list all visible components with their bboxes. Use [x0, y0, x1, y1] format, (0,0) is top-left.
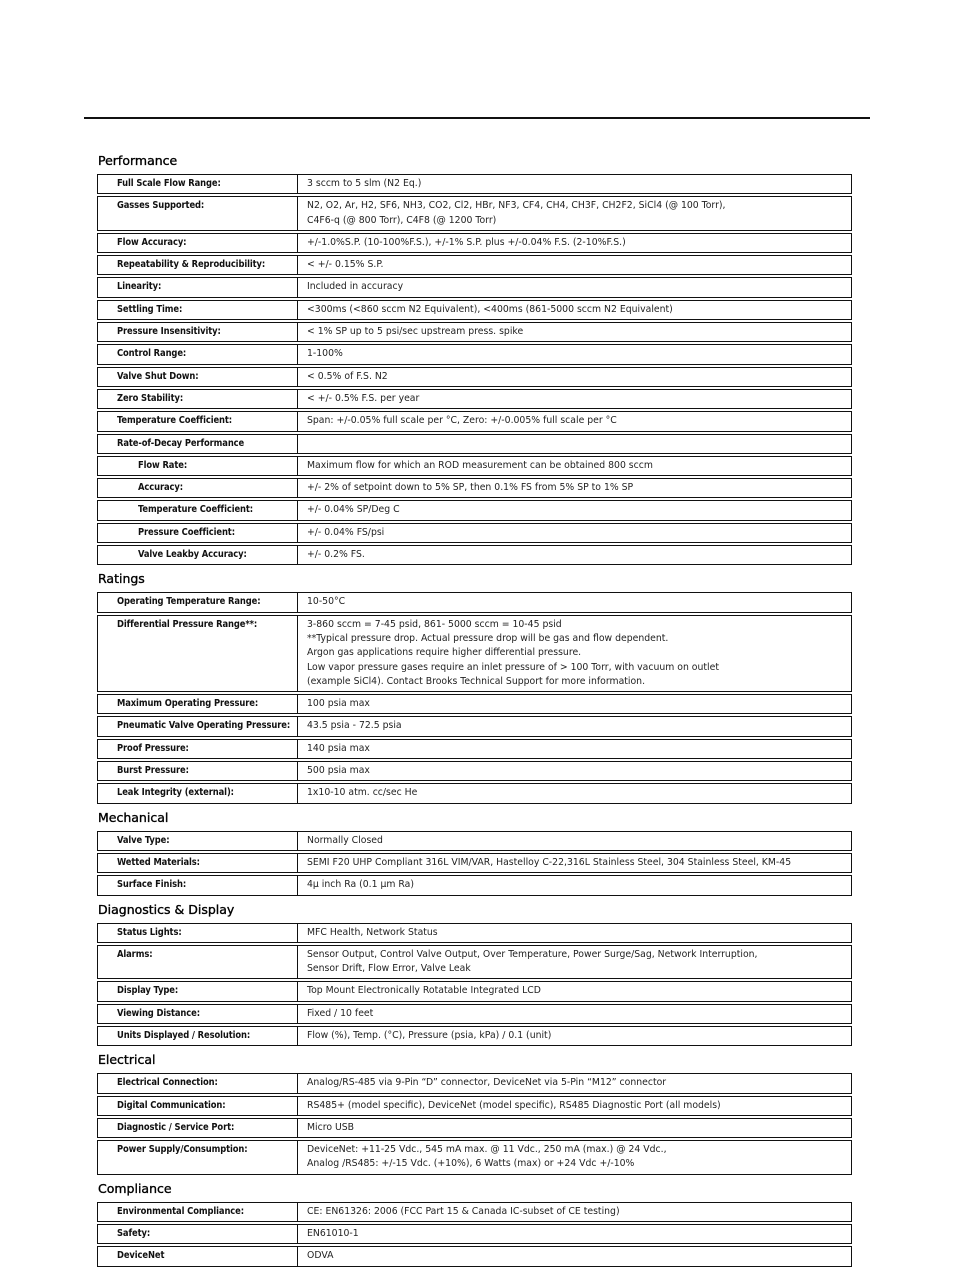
spec-value: Flow (%), Temp. (°C), Pressure (psia, kPa) / 0.1 (unit)	[297, 1026, 852, 1046]
spec-label: Pneumatic Valve Operating Pressure:	[97, 716, 297, 736]
spec-label: Valve Type:	[97, 831, 297, 851]
spec-label: Zero Stability:	[97, 389, 297, 409]
spec-row	[97, 923, 852, 943]
spec-value: 1x10-10 atm. cc/sec He	[297, 783, 852, 803]
section-title: Electrical	[98, 1052, 156, 1068]
spec-row	[97, 233, 852, 253]
spec-label: Safety:	[97, 1224, 297, 1244]
spec-row	[97, 344, 852, 364]
spec-label: Maximum Operating Pressure:	[97, 694, 297, 714]
spec-value: Fixed / 10 feet	[297, 1004, 852, 1024]
spec-value: +/- 0.04% FS/psi	[297, 523, 852, 543]
spec-value: Analog/RS-485 via 9-Pin “D” connector, DeviceNet via 5-Pin “M12” connector	[297, 1073, 852, 1093]
spec-label: Temperature Coefficient:	[97, 411, 297, 431]
spec-label: Display Type:	[97, 981, 297, 1001]
spec-label: Alarms:	[97, 945, 297, 980]
spec-value: SEMI F20 UHP Compliant 316L VIM/VAR, Hastelloy C-22,316L Stainless Steel, 304 Stainless Steel, KM-45	[297, 853, 852, 873]
spec-value: 4µ inch Ra (0.1 µm Ra)	[297, 875, 852, 895]
spec-value: Sensor Output, Control Valve Output, Over Temperature, Power Surge/Sag, Network Interruption, Sensor Drift, Flow Error, Valve Leak	[297, 945, 852, 980]
spec-value: Maximum flow for which an ROD measurement can be obtained 800 sccm	[297, 456, 852, 476]
spec-value: < 1% SP up to 5 psi/sec upstream press. spike	[297, 322, 852, 342]
spec-table	[97, 1200, 852, 1269]
spec-value: 10-50°C	[297, 592, 852, 612]
spec-label: Gasses Supported:	[97, 196, 297, 231]
section-title: Mechanical	[98, 809, 169, 825]
spec-row	[97, 716, 852, 736]
spec-label: Linearity:	[97, 277, 297, 297]
spec-value	[297, 434, 852, 454]
spec-label: DeviceNet	[97, 1246, 297, 1266]
spec-value: DeviceNet: +11-25 Vdc., 545 mA max. @ 11 Vdc., 250 mA (max.) @ 24 Vdc., Analog /RS485: +/-15 Vdc. (+10%), 6 Watts (max) or +24 Vdc +/-10%	[297, 1140, 852, 1175]
spec-row	[97, 196, 852, 231]
spec-label: Units Displayed / Resolution:	[97, 1026, 297, 1046]
spec-label: Viewing Distance:	[97, 1004, 297, 1024]
spec-table	[97, 1071, 852, 1176]
spec-label: Proof Pressure:	[97, 739, 297, 759]
spec-table	[97, 590, 852, 805]
spec-label: Temperature Coefficient:	[97, 500, 297, 520]
spec-label: Valve Shut Down:	[97, 367, 297, 387]
spec-value: Top Mount Electronically Rotatable Integrated LCD	[297, 981, 852, 1001]
spec-value: MFC Health, Network Status	[297, 923, 852, 943]
spec-label: Valve Leakby Accuracy:	[97, 545, 297, 565]
spec-value: <300ms (<860 sccm N2 Equivalent), <400ms (861-5000 sccm N2 Equivalent)	[297, 300, 852, 320]
spec-label: Power Supply/Consumption:	[97, 1140, 297, 1175]
spec-label: Status Lights:	[97, 923, 297, 943]
spec-row	[97, 1202, 852, 1222]
spec-row	[97, 1224, 852, 1244]
spec-row	[97, 694, 852, 714]
section-title: Diagnostics & Display	[98, 901, 235, 917]
spec-value: 43.5 psia - 72.5 psia	[297, 716, 852, 736]
spec-value: ODVA	[297, 1246, 852, 1266]
spec-label: Burst Pressure:	[97, 761, 297, 781]
spec-label: Settling Time:	[97, 300, 297, 320]
spec-label: Accuracy:	[97, 478, 297, 498]
spec-row	[97, 456, 852, 476]
spec-row	[97, 1096, 852, 1116]
spec-label: Control Range:	[97, 344, 297, 364]
spec-value: +/- 0.2% FS.	[297, 545, 852, 565]
spec-value: +/- 2% of setpoint down to 5% SP, then 0.1% FS from 5% SP to 1% SP	[297, 478, 852, 498]
spec-value: < 0.5% of F.S. N2	[297, 367, 852, 387]
spec-row	[97, 1140, 852, 1175]
spec-label: Differential Pressure Range**:	[97, 615, 297, 692]
spec-value: CE: EN61326: 2006 (FCC Part 15 & Canada IC-subset of CE testing)	[297, 1202, 852, 1222]
spec-value: +/-1.0%S.P. (10-100%F.S.), +/-1% S.P. plus +/-0.04% F.S. (2-10%F.S.)	[297, 233, 852, 253]
spec-label: Diagnostic / Service Port:	[97, 1118, 297, 1138]
spec-row	[97, 615, 852, 692]
spec-label: Electrical Connection:	[97, 1073, 297, 1093]
spec-label: Surface Finish:	[97, 875, 297, 895]
spec-value: 3 sccm to 5 slm (N2 Eq.)	[297, 174, 852, 194]
spec-content	[97, 150, 852, 1270]
spec-value: 500 psia max	[297, 761, 852, 781]
spec-value: Span: +/-0.05% full scale per °C, Zero: +/-0.005% full scale per °C	[297, 411, 852, 431]
spec-row	[97, 592, 852, 612]
header-rule	[84, 117, 870, 119]
spec-value: Micro USB	[297, 1118, 852, 1138]
spec-row	[97, 434, 852, 454]
spec-row	[97, 500, 852, 520]
spec-value: 140 psia max	[297, 739, 852, 759]
spec-section	[97, 899, 852, 1049]
spec-row	[97, 783, 852, 803]
spec-row	[97, 1004, 852, 1024]
spec-row	[97, 1246, 852, 1266]
spec-row	[97, 1118, 852, 1138]
spec-value: EN61010-1	[297, 1224, 852, 1244]
spec-label: Environmental Compliance:	[97, 1202, 297, 1222]
spec-row	[97, 389, 852, 409]
spec-row	[97, 322, 852, 342]
spec-value: 1-100%	[297, 344, 852, 364]
spec-value: Normally Closed	[297, 831, 852, 851]
spec-section	[97, 150, 852, 567]
spec-row	[97, 981, 852, 1001]
spec-value: RS485+ (model specific), DeviceNet (model specific), RS485 Diagnostic Port (all models)	[297, 1096, 852, 1116]
spec-section	[97, 1049, 852, 1176]
spec-section	[97, 807, 852, 898]
spec-row	[97, 478, 852, 498]
section-title: Ratings	[98, 571, 145, 587]
spec-row	[97, 875, 852, 895]
spec-row	[97, 174, 852, 194]
spec-label: Pressure Coefficient:	[97, 523, 297, 543]
spec-row	[97, 945, 852, 980]
spec-value: +/- 0.04% SP/Deg C	[297, 500, 852, 520]
spec-row	[97, 545, 852, 565]
spec-label: Rate-of-Decay Performance	[97, 434, 297, 454]
spec-row	[97, 739, 852, 759]
spec-table	[97, 829, 852, 898]
spec-table	[97, 172, 852, 567]
spec-label: Flow Accuracy:	[97, 233, 297, 253]
spec-value: 100 psia max	[297, 694, 852, 714]
spec-row	[97, 255, 852, 275]
spec-row	[97, 411, 852, 431]
spec-row	[97, 367, 852, 387]
spec-row	[97, 853, 852, 873]
spec-row	[97, 1073, 852, 1093]
spec-value: N2, O2, Ar, H2, SF6, NH3, CO2, Cl2, HBr, NF3, CF4, CH4, CH3F, CH2F2, SiCl4 (@ 100 Torr), C4F6-q (@ 800 Torr), C4F8 (@ 1200 Torr)	[297, 196, 852, 231]
spec-table	[97, 921, 852, 1049]
spec-value: < +/- 0.15% S.P.	[297, 255, 852, 275]
section-title: Compliance	[98, 1180, 172, 1196]
spec-section	[97, 1178, 852, 1269]
spec-section	[97, 568, 852, 805]
spec-row	[97, 831, 852, 851]
spec-label: Flow Rate:	[97, 456, 297, 476]
spec-label: Repeatability & Reproducibility:	[97, 255, 297, 275]
spec-value: Included in accuracy	[297, 277, 852, 297]
spec-label: Wetted Materials:	[97, 853, 297, 873]
spec-value: < +/- 0.5% F.S. per year	[297, 389, 852, 409]
spec-label: Pressure Insensitivity:	[97, 322, 297, 342]
spec-label: Full Scale Flow Range:	[97, 174, 297, 194]
spec-label: Digital Communication:	[97, 1096, 297, 1116]
spec-row	[97, 300, 852, 320]
spec-row	[97, 523, 852, 543]
section-title: Performance	[98, 153, 178, 168]
spec-label: Operating Temperature Range:	[97, 592, 297, 612]
spec-row	[97, 277, 852, 297]
spec-row	[97, 1026, 852, 1046]
spec-label: Leak Integrity (external):	[97, 783, 297, 803]
spec-value: 3-860 sccm = 7-45 psid, 861- 5000 sccm = 10-45 psid **Typical pressure drop. Actual pressure drop will be gas and flow dependent. Argon gas applications require higher differential pressure. Low vapor pressure gases require an inlet pressure of > 100 Torr, with vacuum on outlet (example SiCl4). Contact Brooks Technical Support for more information.	[297, 615, 852, 692]
spec-row	[97, 761, 852, 781]
